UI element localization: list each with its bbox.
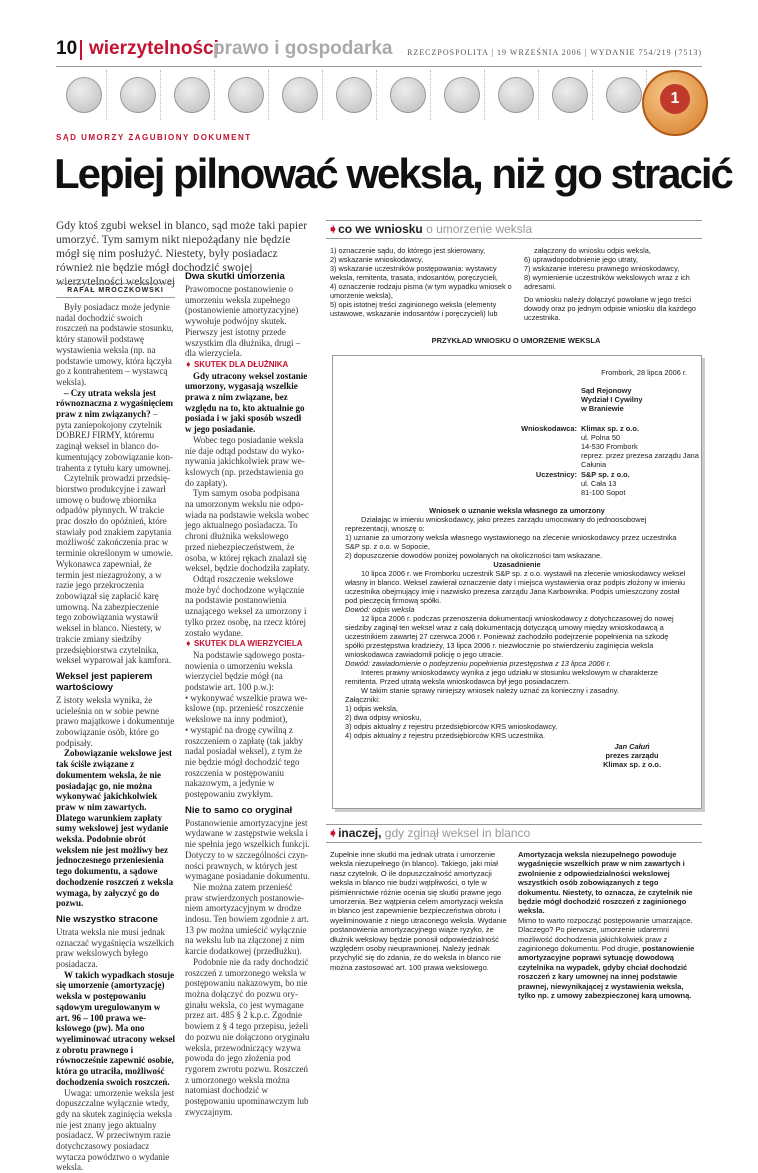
- box-rule: [326, 220, 702, 221]
- icon-strip: [56, 70, 702, 120]
- paragraph: 2) dopuszczenie dowodów poniżej powołanych na okoliczności tam wskazane.: [345, 551, 603, 560]
- inaczej-column-right: [518, 850, 702, 1001]
- paragraph: Uwaga: umorzenie weksla jest dopuszczalne wyłącznie wtedy, gdy na skutek zaginięcia weksla nie jest znany jego aktualny posiadacz. W przeciwnym razie dotychczasowy posiadacz wytacza powództwo o wydanie weksla.: [56, 1087, 175, 1173]
- list-item: 4) oznaczenie rodzaju pisma (w tym wypadku wniosek o umorzenie weksla),: [330, 282, 512, 300]
- scales-icon: [164, 70, 215, 120]
- red-subheading: SKUTEK DLA WIERZYCIELA: [193, 639, 303, 649]
- sample-document: [332, 355, 702, 809]
- paragraph: Interes prawny wnioskodawcy wynika z jego udziału w stosunku wekslowym w charakterze remitenta. Przed utratą weksla wnioskodawca był jego posiadaczem.: [345, 668, 658, 686]
- attachments-title: Załączniki:: [345, 695, 380, 704]
- documents-icon: [380, 70, 431, 120]
- paragraph: Zupełnie inne skutki ma jednak utrata i umorzenie weksla niezupełnego (in blanco). Takiego, jaki miał nasz czytelnik. O ile dopuszczalność amortyzacji weksla in blanco nie budzi wątpliwości, o tyle w piśmiennictwie różnie ocenia się skutki prawne jego umorzenia. Bez wątpienia celem amortyzacji weksla in blanco jest zapewnienie bezpieczeństwa obrotu i wyeliminowanie z niego utraconego weksla. Wydanie postanowienia amortyzacyjnego wiąże ryzyko, że dłużnik wekslowy będzie ponosił odpowiedzialność względem osoby nieuprawnionej. Należy jednak przychylić się do zdania, że do weksla in blanco nie można zastosować art. 100 prawa wekslowego.: [330, 850, 507, 972]
- page-number: 10: [56, 38, 78, 59]
- signature-block: Jan Całuń prezes zarządu Klimax sp. z o.o.: [603, 742, 661, 769]
- calculator-icon: [56, 70, 107, 120]
- paragraph: 1) uznanie za umorzony weksla własnego wystawionego na zlecenie wnioskodawcy przez uczestnika S&P sp. z o.o. w Sopocie,: [345, 533, 677, 551]
- gavel-icon: [218, 70, 269, 120]
- bullet-item: • wykonywać wszelkie prawa wekslowe (np. przenieść roszczenie wekslowe na inny podmiot),: [185, 692, 308, 725]
- red-subheading: SKUTEK DLA DŁUŻNIKA: [193, 359, 289, 369]
- subheading: Nie to samo co oryginał: [185, 804, 293, 816]
- bullet-item: • wystąpić na drogę cywilną z roszczeniem o zapłatę (tak jakby nadal posiadał weksel), z tym że nie będzie mógł dochodzić tego roszczenia w postępowaniu nakazowym, a jedynie w postępowaniu zwykłym.: [185, 724, 303, 800]
- paragraph: Odtąd roszczenie wekslowe może być dochodzone wyłącznie na podstawie postanowienia uznającego weksel za umorzony i tylko przez osobę, na rzecz której zostało wydane.: [185, 573, 307, 638]
- inaczej-column-left: [330, 850, 510, 972]
- question: – Czy utrata weksla jest równoznaczna z wygaśnięciem praw z nim związanych?: [56, 387, 173, 420]
- phone-icon: [542, 70, 593, 120]
- paragraph: Działając w imieniu wnioskodawcy, jako prezes zarządu umocowany do jednoosobowej reprezentacji, wnoszę o:: [345, 515, 647, 533]
- pen-icon: [434, 70, 485, 120]
- box-title: ➧inaczej, gdy zginął weksel in blanco: [328, 826, 531, 840]
- article-column-1: [56, 302, 175, 1173]
- medal-icon: [642, 70, 708, 136]
- paragraph-bold: Gdy utracony weksel zostanie umorzony, wygasają wszelkie prawa z nim związane, bez względu na to, kto aktualnie go posiada i w jaki sposób wszedł w jego posiadanie.: [185, 370, 308, 435]
- attachment-item: 3) odpis aktualny z rejestru przedsiębiorców KRS wnioskodawcy,: [345, 722, 558, 731]
- document-body: [345, 506, 689, 740]
- paragraph: Podobnie nie da rady dochodzić roszczeń z umorzonego weksla w postępowaniu nakazowym, bo nie można dołączyć do pozwu oryginału weksla, co jest wymagane przez art. 485 § 2 k.p.c. Zgodnie bowiem z § 4 tego przepisu, jeżeli do pozwu nie dołączono oryginału weksla, przewodniczący wzywa powoda do jego złożenia pod rygorem zwrotu pozwu. Roszczeń z umorzonego weksla można natomiast dochodzić w postępowaniu upominawczym lub zwyczajnym.: [185, 956, 310, 1117]
- section-subtitle: prawo i gospodarka: [213, 38, 393, 59]
- header-rule: [56, 66, 702, 67]
- document-title: Wniosek o uznanie weksla własnego za umorzony: [429, 506, 605, 515]
- section-title: wierzytelności: [89, 38, 219, 59]
- header-divider: [80, 40, 82, 60]
- list-item: załączony do wniosku odpis weksla,: [534, 246, 651, 255]
- box-rule: [326, 238, 702, 239]
- paragraph: Prawomocne postanowienie o umorzeniu weksla zupełnego (postanowienie amortyzacyjne) wywołuje podwójny skutek. Pierwszy jest istotny przede wszystkim dla dłużnika, drugi – dla wierzyciela.: [185, 284, 301, 359]
- byline: RAFAŁ MROCZKOWSKI: [56, 283, 175, 298]
- subheading: Dwa skutki umorzenia: [185, 271, 285, 282]
- attachment-item: 1) odpis weksla,: [345, 704, 398, 713]
- box-rule: [326, 842, 702, 843]
- arrow-icon: ➧: [328, 222, 339, 236]
- list-item: 5) opis istotnej treści zaginionego weksla (elementy ustawowe, wskazanie indosantów i poręczycieli) lub: [330, 300, 498, 318]
- applicant-label: Wnioskodawca:: [521, 424, 577, 433]
- paragraph: Postanowienie amortyzacyjne jest wydawane w zastępstwie weksla i nie spełnia jego wszelkich funkcji. Dotyczy to w szczególności czynności prawnych, w których jest wymagane posiadanie dokumentu.: [185, 817, 310, 882]
- attachment-item: 2) dwa odpisy wniosku,: [345, 713, 422, 722]
- paragraph: Tym samym osoba podpisana na umorzonym wekslu nie odpowiada na podstawie weksla wobec jego aktualnego posiadacza. To chroni dłużnika wekslowego przed niebezpieczeństwem, że osoba, w której rękach znalazł się weksel, będzie dochodziła zapłaty.: [185, 488, 310, 574]
- participants-label: Uczestnicy:: [535, 470, 577, 479]
- article-column-2: [185, 271, 310, 1117]
- paragraph: – pyta zaniepokojony czytelnik DOBREJ FIRMY, któremu zaginął weksel in blanco dokumentujący zobowiązanie kontrahenta z tytułu kary umownej.: [56, 409, 173, 473]
- example-title: PRZYKŁAD WNIOSKU O UMORZENIE WEKSLA: [431, 336, 601, 345]
- issue-info: RZECZPOSPOLITA | 19 WRZEŚNIA 2006 | WYDANIE 754/219 (7513): [407, 48, 702, 57]
- paragraph: 12 lipca 2006 r. podczas przenoszenia dokumentacji wnioskodawcy z dotychczasowej do nowej siedziby zaginął ten weksel wraz z całą dokumentacją dotyczącą umowy między wnioskodawcą a uczestnikiem zawartej 27 czerwca 2006 r. Ponieważ zachodziło podejrzenie popełnienia na szkodę spółki przestępstwa kradzieży, 13 lipca 2006 r. niezwłocznie po stwierdzeniu zaginięcia weksla wnioskodawca zawiadomił policję o jego utracie.: [345, 614, 674, 659]
- paragraph: Czytelnik prowadzi przedsiębiorstwo produkcyjne i zawarł umowę o budowę zbiornika odpadów płynnych. W trakcie prac doszło do opóźnień, które stawiały pod znakiem zapytania możliwość zakończenia prac w terminie określonym w umowie. Wykonawca zapewniał, że termin jest niezagrożony, a w razie jego przekroczenia zobowiązał się zapłacić karę umowną. Na zabezpieczenie tego zobowiązania wystawił weksel in blanco. Niestety, w trakcie zmiany siedziby przedsiębiorstwa czytelnika, weksel wyparował jak kamfora.: [56, 473, 173, 666]
- paragraph: Były posiadacz może jedynie nadal dochodzić swoich roszczeń na podstawie stosunku, który stanowił podstawę wystawienia weksla (np. na podstawie umowy, która łączyła go z kontrahentem – wystawcą weksla).: [56, 302, 174, 387]
- participants-block: S&P sp. z o.o. ul. Cała 13 81-100 Sopot: [581, 470, 630, 497]
- arrow-icon: ➧: [185, 359, 194, 369]
- paragraph-bold: W takich wypadkach stosuje się umorzenie (amortyzację) weksla w postępowaniu sądowym uregulowanym w art. 96 – 100 prawa wekslowego (pw). Ma ono wyeliminować utracony weksel z obrotu prawnego i równocześnie zapewnić osobie, która go utraciła, możliwość dochodzenia swoich roszczeń.: [56, 969, 175, 1087]
- box-rule: [326, 824, 702, 825]
- subheading: Nie wszystko stracone: [56, 913, 158, 925]
- paragraph: Nie można zatem przenieść praw stwierdzonych postanowieniem amortyzacyjnym w drodze indosu. Ten bowiem zgodnie z art. 13 pw można umieścić wyłącznie na wekslu lub na złączonej z nim karcie dodatkowej (przedłużku).: [185, 881, 309, 957]
- wniosek-list-left: [330, 246, 516, 318]
- justification-title: Uzasadnienie: [493, 560, 541, 569]
- paragraph: Wobec tego posiadanie weksla nie daje odtąd podstaw do wykonywania jakichkolwiek praw wekslowych (np. przedstawienia go do zapłaty).: [185, 434, 305, 488]
- attachment-item: 4) odpis aktualny z rejestru przedsiębiorców KRS uczestnika.: [345, 731, 546, 740]
- paragraph-bold: Amortyzacja weksla niezupełnego powoduje wygaśnięcie wszelkich praw w nim zawartych i zwolnienie z odpowiedzialności wekslowej wszystkich osób zobowiązanych z tego dokumentu. Niestety, to oznacza, że czytelnik nie będzie mógł dochodzić roszczeń z zaginionego weksla.: [518, 850, 693, 916]
- lead-paragraph: Gdy ktoś zgubi weksel in blanco, sąd może taki papier umorzyć. Tym samym nikt niepożądany nie będzie mógł się nim posłużyć. Niestety, były posiadacz również nie będzie mógł dochodzić swojej wierzytelności wekslowej: [56, 220, 308, 288]
- coins-icon: [596, 70, 647, 120]
- medal-label: 1: [660, 84, 690, 114]
- kicker: SĄD UMORZY ZAGUBIONY DOKUMENT: [56, 133, 252, 142]
- paragraph: Z istoty weksla wynika, że ucieleśnia on w sobie pewne prawo majątkowe i dokumentuje zobowiązanie osób, które go podpisały.: [56, 694, 175, 748]
- paragraph: 10 lipca 2006 r. we Fromborku uczestnik S&P sp. z o.o. wystawił na zlecenie wnioskodawcy weksel własny in blanco. Weksel zawierał oznaczenie daty i miejsca wystawienia oraz podpis złożony w imieniu uczestnika obejmujący imię i nazwisko prezesa zarządu Jana Karbownika. Podpis umieszczony został pod pieczęcią firmową spółki.: [345, 569, 686, 605]
- place-date: Frombork, 28 lipca 2006 r.: [601, 368, 687, 377]
- list-item: 8) wymienienie uczestników wekslowych wraz z ich adresami.: [524, 273, 690, 291]
- list-item: 3) wskazanie uczestników postępowania: wystawcy weksla, remitenta, trasata, indosantów, poręczycieli,: [330, 264, 498, 282]
- list-item: 1) oznaczenie sądu, do którego jest skierowany,: [330, 246, 486, 255]
- arrow-icon: ➧: [328, 826, 339, 840]
- subheading: Weksel jest papierem wartościowy: [56, 670, 153, 693]
- evidence: Dowód: zawiadomienie o podejrzeniu popełnienia przestępstwa z 13 lipca 2006 r.: [345, 659, 611, 668]
- list-item: 6) uprawdopodobnienie jego utraty,: [524, 255, 638, 264]
- calculator-icon: [326, 70, 377, 120]
- list-item: 7) wskazanie interesu prawnego wnioskodawcy,: [524, 264, 680, 273]
- arrow-icon: ➧: [185, 639, 194, 649]
- paragraph: Na podstawie sądowego postanowienia o umorzeniu weksla wierzyciel będzie mógł (na podstawie art. 100 p.w.):: [185, 649, 305, 693]
- paragraph: Mimo to warto rozpocząć postępowanie umarzające. Dlaczego? Po pierwsze, umorzenie udaremni możliwość dochodzenia jakichkolwiek praw z zaginionego dokumentu. Pod drugie,: [518, 915, 693, 954]
- list-item: 2) wskazanie wnioskodawcy,: [330, 255, 424, 264]
- building-icon: [110, 70, 161, 120]
- evidence: Dowód: odpis weksla: [345, 605, 415, 614]
- paragraph-bold: Zobowiązanie wekslowe jest tak ściśle związane z dokumentem weksla, że nie posiadając go, nie można wykonywać jakichkolwiek praw w nim zawartych. Dlatego warunkiem zapłaty sumy wekslowej jest wydanie weksla. Podobnie obrót wekslem nie jest możliwy bez jednoczesnego przeniesienia tego dokumentu, a sądowe dochodzenie roszczeń z weksla wymaga, by załyczyć go do pozwu.: [56, 748, 174, 909]
- applicant-block: Klimax sp. z o.o. ul. Polna 50 14-530 Frombork reprez. przez prezesa zarządu Jana Całunia: [581, 424, 699, 469]
- court-block: Sąd Rejonowy Wydział I Cywilny w Braniewie: [581, 386, 643, 413]
- box-title: ➧co we wniosku o umorzenie weksla: [328, 222, 533, 236]
- paragraph: Utrata weksla nie musi jednak oznaczać wygaśnięcia wszelkich praw wekslowych byłego posiadacza.: [56, 926, 174, 970]
- headline: Lepiej pilnować weksla, niż go stracić: [54, 150, 732, 197]
- paragraph: W takim stanie sprawy niniejszy wniosek należy uznać za konieczny i zasadny.: [361, 686, 619, 695]
- gavel-icon: [488, 70, 539, 120]
- list-item: Do wniosku należy dołączyć powołane w jego treści dowody oraz po jednym odpisie wniosku dla każdego uczestnika.: [524, 295, 696, 322]
- handshake-icon: [272, 70, 323, 120]
- wniosek-list-right: [524, 246, 702, 322]
- paragraph-bold: postanowienie amortyzacyjne poprawi sytuację dowodową czytelnika na wypadek, gdyby chciał dochodzić roszczeń z kary umownej na innej podstawie prawnej, niewynikającej z wystawienia weksla, tylko np. z umowy zabezpieczonej karą umowną.: [518, 944, 695, 1001]
